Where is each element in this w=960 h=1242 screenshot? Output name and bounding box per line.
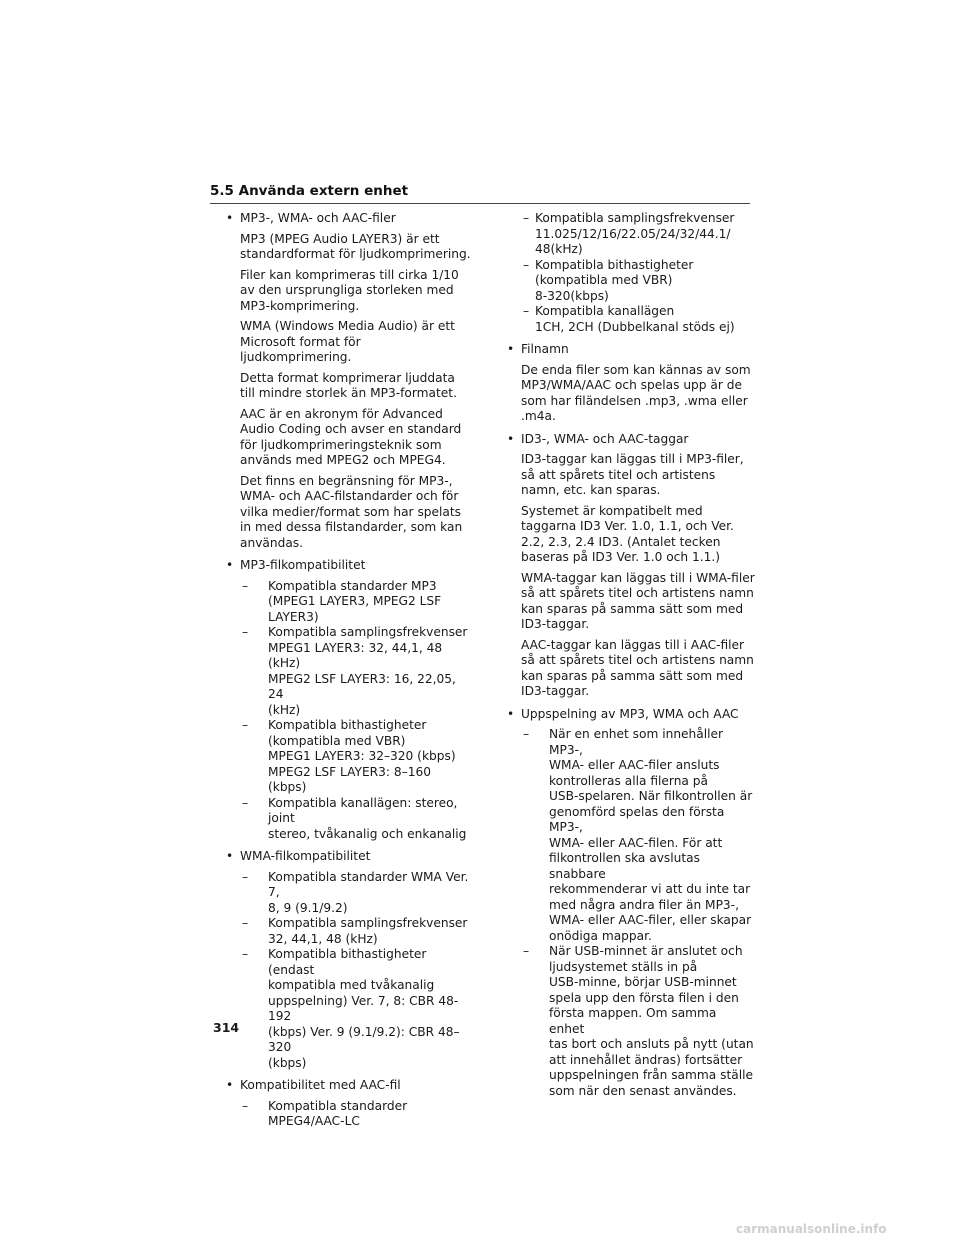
sub-item-line: stereo, tvåkanalig och enkanalig: [268, 826, 467, 841]
item-paragraph: ID3-taggar kan läggas till i MP3-filer, så att spårets titel och artistens namn, etc. kan sparas.: [521, 452, 744, 497]
sub-item-line: ljudsystemet ställs in på: [549, 959, 698, 974]
sub-item-line: rekommenderar vi att du inte tar: [549, 882, 751, 896]
sub-item: [507, 211, 755, 258]
sub-item-line: (MPEG1 LAYER3, MPEG2 LSF: [268, 594, 442, 608]
watermark: carmanualsonline.info: [736, 1222, 887, 1236]
sub-item-line: genomförd spelas den första MP3-,: [549, 804, 725, 834]
section-title: 5.5 Använda extern enhet: [210, 183, 409, 199]
section-header: [210, 180, 750, 204]
sub-item-line: Kompatibla standarder MP3: [268, 578, 437, 593]
sub-item-line: MPEG2 LSF LAYER3: 8–160 (kbps): [268, 764, 431, 794]
item-heading: Kompatibilitet med AAC-fil: [240, 1078, 401, 1092]
sub-item-line: 32, 44,1, 48 (kHz): [268, 931, 378, 946]
sub-item-line: USB-minne, börjar USB-minnet: [549, 975, 737, 989]
item-heading: Filnamn: [521, 342, 569, 356]
bullet-icon: •: [226, 1078, 234, 1092]
sub-item-line: uppspelning) Ver. 7, 8: CBR 48-192: [268, 993, 459, 1023]
sub-item-line: Kompatibla kanallägen: stereo, joint: [268, 795, 458, 825]
sub-item-line: 8, 9 (9.1/9.2): [268, 900, 348, 915]
dash-icon: –: [242, 916, 249, 930]
item-paragraph: AAC-taggar kan läggas till i AAC-filer så att spårets titel och artistens namn kan sparas på samma sätt som med ID3-taggar.: [521, 637, 754, 698]
sub-item-line: (kompatibla med VBR): [268, 733, 406, 748]
sub-item: [240, 718, 472, 796]
sub-item-line: onödiga mappar.: [549, 928, 652, 943]
sub-item: [507, 258, 755, 305]
sub-item: [240, 1099, 472, 1130]
item-heading: Uppspelning av MP3, WMA och AAC: [521, 706, 739, 721]
item-paragraph: Detta format komprimerar ljuddata till mindre storlek än MP3-formatet.: [240, 370, 457, 400]
list-item: [507, 432, 755, 700]
sub-item-line: filkontrollen ska avslutas snabbare: [549, 851, 700, 881]
item-paragraph: De enda filer som kan kännas av som MP3/WMA/AAC och spelas upp är de som har filändelsen .mp3, .wma eller .m4a.: [521, 362, 751, 423]
sub-item-line: 1CH, 2CH (Dubbelkanal stöds ej): [535, 319, 735, 334]
sub-item: [521, 727, 755, 944]
dash-icon: –: [242, 625, 249, 639]
sub-item-line: spela upp den första filen i den: [549, 990, 739, 1005]
sub-item-line: Kompatibla bithastigheter: [535, 257, 694, 272]
list-item: [226, 849, 472, 1071]
sub-item-line: MPEG1 LAYER3: 32–320 (kbps): [268, 749, 456, 763]
sub-item-line: (kbps) Ver. 9 (9.1/9.2): CBR 48–320: [268, 1024, 460, 1054]
left-column: [226, 211, 472, 1137]
sub-item-line: Kompatibla samplingsfrekvenser: [268, 625, 468, 639]
sub-item-line: (kbps): [268, 1055, 307, 1070]
sub-item-line: (kompatibla med VBR): [535, 273, 673, 287]
sub-item: [521, 944, 755, 1099]
list-item: [507, 707, 755, 1100]
sub-item-line: USB-spelaren. När filkontrollen är: [549, 789, 753, 803]
sub-item-line: MPEG1 LAYER3: 32, 44,1, 48 (kHz): [268, 640, 443, 670]
item-heading: MP3-, WMA- och AAC-filer: [240, 211, 396, 225]
sub-item-line: 48(kHz): [535, 242, 583, 256]
dash-icon: –: [242, 1098, 249, 1113]
sub-item-line: med några andra filer än MP3-,: [549, 897, 739, 912]
sub-item-line: MPEG4/AAC-LC: [268, 1114, 360, 1128]
item-paragraph: WMA (Windows Media Audio) är ett Microsoft format för ljudkomprimering.: [240, 319, 455, 364]
dash-icon: –: [242, 795, 249, 810]
list-item: [507, 342, 755, 425]
item-paragraph: Det finns en begränsning för MP3-, WMA- och AAC-filstandarder och för vilka medier/format som har spelats in med dessa filstandarder, som kan användas.: [240, 473, 463, 550]
sub-item-line: tas bort och ansluts på nytt (utan: [549, 1037, 754, 1051]
sub-item-line: Kompatibla bithastigheter: [268, 718, 427, 732]
sub-item-line: WMA- eller AAC-filer, eller skapar: [549, 913, 752, 927]
item-paragraph: Filer kan komprimeras till cirka 1/10 av den ursprungliga storleken med MP3-komprimering.: [240, 267, 459, 313]
sub-item-line: uppspelningen från samma ställe: [549, 1068, 753, 1082]
sub-item-line: (kHz): [268, 702, 301, 717]
item-heading: ID3-, WMA- och AAC-taggar: [521, 431, 689, 446]
item-paragraph: WMA-taggar kan läggas till i WMA-filer så att spårets titel och artistens namn kan sparas på samma sätt som med ID3-taggar.: [521, 570, 755, 631]
bullet-icon: •: [507, 706, 515, 721]
bullet-icon: •: [507, 431, 515, 446]
dash-icon: –: [523, 211, 530, 225]
sub-item-line: Kompatibla bithastigheter (endast: [268, 947, 427, 977]
item-paragraph: AAC är en akronym för Advanced Audio Coding och avser en standard för ljudkomprimeringsteknik som används med MPEG2 och MPEG4.: [240, 406, 462, 467]
sub-item-line: Kompatibla samplingsfrekvenser: [535, 211, 735, 225]
dash-icon: –: [523, 944, 530, 958]
sub-item: [240, 796, 472, 843]
sub-item: [240, 625, 472, 718]
sub-item: [240, 870, 472, 917]
sub-item-line: LAYER3): [268, 609, 319, 624]
dash-icon: –: [523, 727, 530, 741]
sub-item-line: WMA- eller AAC-filer ansluts: [549, 758, 720, 772]
list-item: [507, 211, 755, 335]
sub-item-line: som när den senast användes.: [549, 1083, 737, 1098]
dash-icon: –: [242, 718, 249, 732]
sub-item: [507, 304, 755, 335]
bullet-icon: •: [507, 342, 515, 356]
sub-item-line: 8-320(kbps): [535, 288, 609, 303]
item-heading: WMA-filkompatibilitet: [240, 849, 371, 863]
sub-item-line: kontrolleras alla filerna på: [549, 773, 708, 788]
sub-item-line: 11.025/12/16/22.05/24/32/44.1/: [535, 226, 731, 241]
bullet-icon: •: [226, 849, 234, 863]
dash-icon: –: [242, 869, 249, 884]
dash-icon: –: [242, 578, 249, 593]
bullet-icon: •: [226, 558, 234, 572]
list-item: [226, 1078, 472, 1130]
sub-item-line: att innehållet ändras) fortsätter: [549, 1052, 743, 1067]
list-item: [226, 211, 472, 551]
dash-icon: –: [523, 257, 530, 272]
sub-item-line: MPEG2 LSF LAYER3: 16, 22,05, 24: [268, 671, 456, 701]
item-paragraph: MP3 (MPEG Audio LAYER3) är ett standardformat för ljudkomprimering.: [240, 231, 471, 261]
sub-item-line: Kompatibla standarder WMA Ver. 7,: [268, 869, 469, 899]
sub-item: [240, 916, 472, 947]
sub-item-line: Kompatibla standarder: [268, 1098, 408, 1113]
sub-item: [240, 947, 472, 1071]
dash-icon: –: [242, 947, 249, 961]
item-paragraph: Systemet är kompatibelt med taggarna ID3 Ver. 1.0, 1.1, och Ver. 2.2, 2.3, 2.4 ID3. (Antalet tecken baseras på ID3 Ver. 1.0 och 1.1.): [521, 503, 734, 564]
page-number: 314: [213, 1020, 240, 1035]
dash-icon: –: [523, 304, 530, 318]
sub-item-line: När USB-minnet är anslutet och: [549, 944, 743, 958]
item-heading: MP3-filkompatibilitet: [240, 558, 366, 572]
bullet-icon: •: [226, 211, 234, 225]
sub-item-line: kompatibla med tvåkanalig: [268, 978, 435, 992]
list-item: [226, 558, 472, 842]
sub-item-line: första mappen. Om samma enhet: [549, 1006, 717, 1036]
sub-item-line: WMA- eller AAC-filen. För att: [549, 835, 723, 850]
right-column: [507, 211, 755, 1106]
sub-item: [240, 579, 472, 626]
sub-item-line: Kompatibla samplingsfrekvenser: [268, 916, 468, 930]
sub-item-line: När en enhet som innehåller MP3-,: [549, 727, 724, 757]
sub-item-line: Kompatibla kanallägen: [535, 304, 675, 318]
